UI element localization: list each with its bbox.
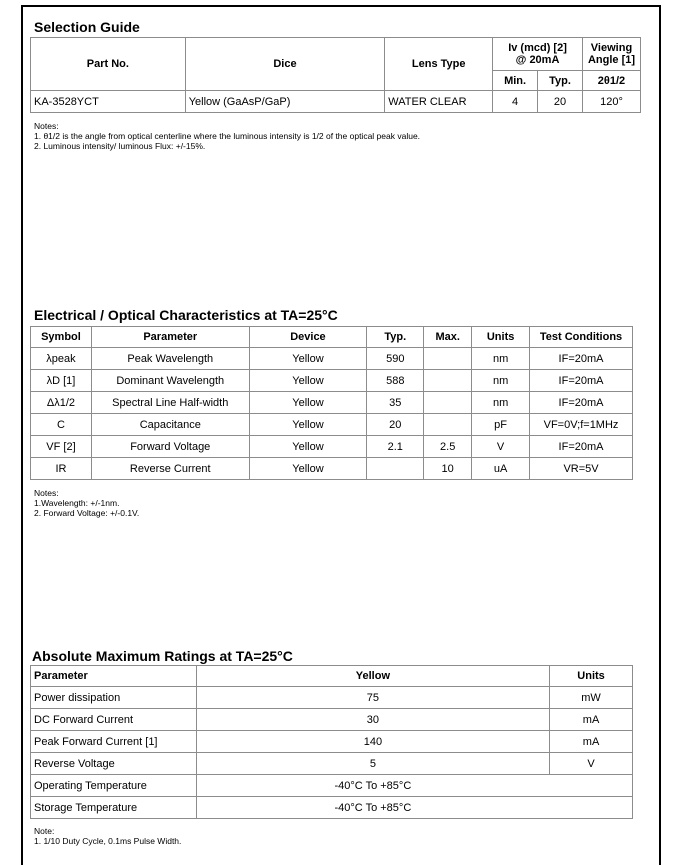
- cell-units: V: [472, 436, 530, 458]
- cell-max: [424, 414, 472, 436]
- header-iv-line1: Iv (mcd) [2]: [508, 42, 567, 54]
- header-typ: Typ.: [367, 327, 424, 348]
- cell-max: [424, 392, 472, 414]
- header-units: Units: [550, 666, 633, 687]
- cell-test-conditions: IF=20mA: [530, 370, 633, 392]
- cell-parameter: Forward Voltage: [91, 436, 249, 458]
- cell-max: 2.5: [424, 436, 472, 458]
- cell-lens: WATER CLEAR: [385, 91, 493, 113]
- cell-min: 4: [493, 91, 538, 113]
- cell-angle: 120°: [582, 91, 640, 113]
- cell-parameter: Reverse Voltage: [31, 753, 197, 775]
- header-typ: Typ.: [538, 71, 583, 91]
- cell-parameter: Operating Temperature: [31, 775, 197, 797]
- cell-device: Yellow: [249, 436, 367, 458]
- selection-guide-title: Selection Guide: [34, 19, 140, 35]
- table-row: [31, 797, 633, 819]
- cell-parameter: Spectral Line Half-width: [91, 392, 249, 414]
- table-row: [31, 436, 633, 458]
- note-line: 2. Forward Voltage: +/-0.1V.: [34, 508, 140, 518]
- cell-typ: 20: [367, 414, 424, 436]
- cell-parameter: Power dissipation: [31, 687, 197, 709]
- cell-typ: 590: [367, 348, 424, 370]
- table-row: [31, 392, 633, 414]
- table-row: [31, 348, 633, 370]
- header-test-conditions: Test Conditions: [530, 327, 633, 348]
- cell-units: mW: [550, 687, 633, 709]
- cell-test-conditions: VF=0V;f=1MHz: [530, 414, 633, 436]
- cell-parameter: Dominant Wavelength: [91, 370, 249, 392]
- cell-max: [424, 348, 472, 370]
- cell-test-conditions: VR=5V: [530, 458, 633, 480]
- selection-notes: [34, 121, 420, 151]
- cell-value: 140: [196, 731, 549, 753]
- cell-units: uA: [472, 458, 530, 480]
- absolute-title: Absolute Maximum Ratings at TA=25°C: [32, 648, 293, 664]
- cell-max: 10: [424, 458, 472, 480]
- table-row: [31, 775, 633, 797]
- cell-part: KA-3528YCT: [31, 91, 186, 113]
- cell-test-conditions: IF=20mA: [530, 436, 633, 458]
- electrical-notes: [34, 488, 139, 518]
- cell-symbol: C: [31, 414, 92, 436]
- cell-parameter: Peak Wavelength: [91, 348, 249, 370]
- header-dice: Dice: [185, 38, 385, 91]
- header-parameter: Parameter: [31, 666, 197, 687]
- cell-device: Yellow: [249, 370, 367, 392]
- selection-table: [30, 37, 641, 113]
- cell-typ: 588: [367, 370, 424, 392]
- header-lens-type: Lens Type: [385, 38, 493, 91]
- note-line: Notes:: [34, 488, 59, 498]
- cell-parameter: Reverse Current: [91, 458, 249, 480]
- cell-value: 30: [196, 709, 549, 731]
- cell-symbol: IR: [31, 458, 92, 480]
- header-yellow: Yellow: [196, 666, 549, 687]
- header-iv: [493, 38, 583, 71]
- header-iv-line2: @ 20mA: [515, 54, 560, 66]
- table-row: [31, 687, 633, 709]
- electrical-table: [30, 326, 633, 480]
- table-row: [31, 753, 633, 775]
- cell-parameter: Peak Forward Current [1]: [31, 731, 197, 753]
- cell-units: pF: [472, 414, 530, 436]
- cell-typ: 20: [538, 91, 583, 113]
- header-theta: 2θ1/2: [582, 71, 640, 91]
- cell-dice: Yellow (GaAsP/GaP): [185, 91, 385, 113]
- cell-units: mA: [550, 709, 633, 731]
- table-row: [31, 91, 641, 113]
- note-line: 1. θ1/2 is the angle from optical centerline where the luminous intensity is 1/2 of the optical peak value.: [34, 131, 421, 141]
- note-line: Notes:: [34, 121, 59, 131]
- header-min: Min.: [493, 71, 538, 91]
- table-row: [31, 414, 633, 436]
- note-line: 1. 1/10 Duty Cycle, 0.1ms Pulse Width.: [34, 836, 182, 846]
- cell-test-conditions: IF=20mA: [530, 392, 633, 414]
- note-line: Note:: [34, 826, 55, 836]
- cell-parameter: Storage Temperature: [31, 797, 197, 819]
- cell-symbol: λD [1]: [31, 370, 92, 392]
- cell-device: Yellow: [249, 458, 367, 480]
- cell-device: Yellow: [249, 414, 367, 436]
- cell-device: Yellow: [249, 392, 367, 414]
- header-viewing-angle: [582, 38, 640, 71]
- header-parameter: Parameter: [91, 327, 249, 348]
- cell-units: nm: [472, 370, 530, 392]
- cell-parameter: DC Forward Current: [31, 709, 197, 731]
- cell-symbol: Δλ1/2: [31, 392, 92, 414]
- cell-parameter: Capacitance: [91, 414, 249, 436]
- cell-value: 75: [196, 687, 549, 709]
- table-row: [31, 731, 633, 753]
- cell-value: -40°C To +85°C: [196, 775, 632, 797]
- header-part-no: Part No.: [31, 38, 186, 91]
- cell-symbol: λpeak: [31, 348, 92, 370]
- note-line: 2. Luminous intensity/ luminous Flux: +/-15%.: [34, 141, 206, 151]
- header-device: Device: [249, 327, 367, 348]
- cell-device: Yellow: [249, 348, 367, 370]
- header-view-line2: Angle [1]: [587, 54, 636, 66]
- table-row: [31, 458, 633, 480]
- cell-value: 5: [196, 753, 549, 775]
- header-view-line1: Viewing: [590, 42, 633, 54]
- table-row: [31, 370, 633, 392]
- cell-typ: 35: [367, 392, 424, 414]
- header-max: Max.: [424, 327, 472, 348]
- absolute-table: [30, 665, 633, 819]
- cell-units: nm: [472, 392, 530, 414]
- cell-typ: [367, 458, 424, 480]
- header-units: Units: [472, 327, 530, 348]
- cell-symbol: VF [2]: [31, 436, 92, 458]
- note-line: 1.Wavelength: +/-1nm.: [34, 498, 120, 508]
- cell-units: nm: [472, 348, 530, 370]
- cell-test-conditions: IF=20mA: [530, 348, 633, 370]
- cell-max: [424, 370, 472, 392]
- cell-value: -40°C To +85°C: [196, 797, 632, 819]
- table-row: [31, 709, 633, 731]
- header-symbol: Symbol: [31, 327, 92, 348]
- electrical-title: Electrical / Optical Characteristics at TA=25°C: [34, 307, 338, 323]
- cell-units: mA: [550, 731, 633, 753]
- cell-typ: 2.1: [367, 436, 424, 458]
- cell-units: V: [550, 753, 633, 775]
- absolute-notes: [34, 826, 181, 846]
